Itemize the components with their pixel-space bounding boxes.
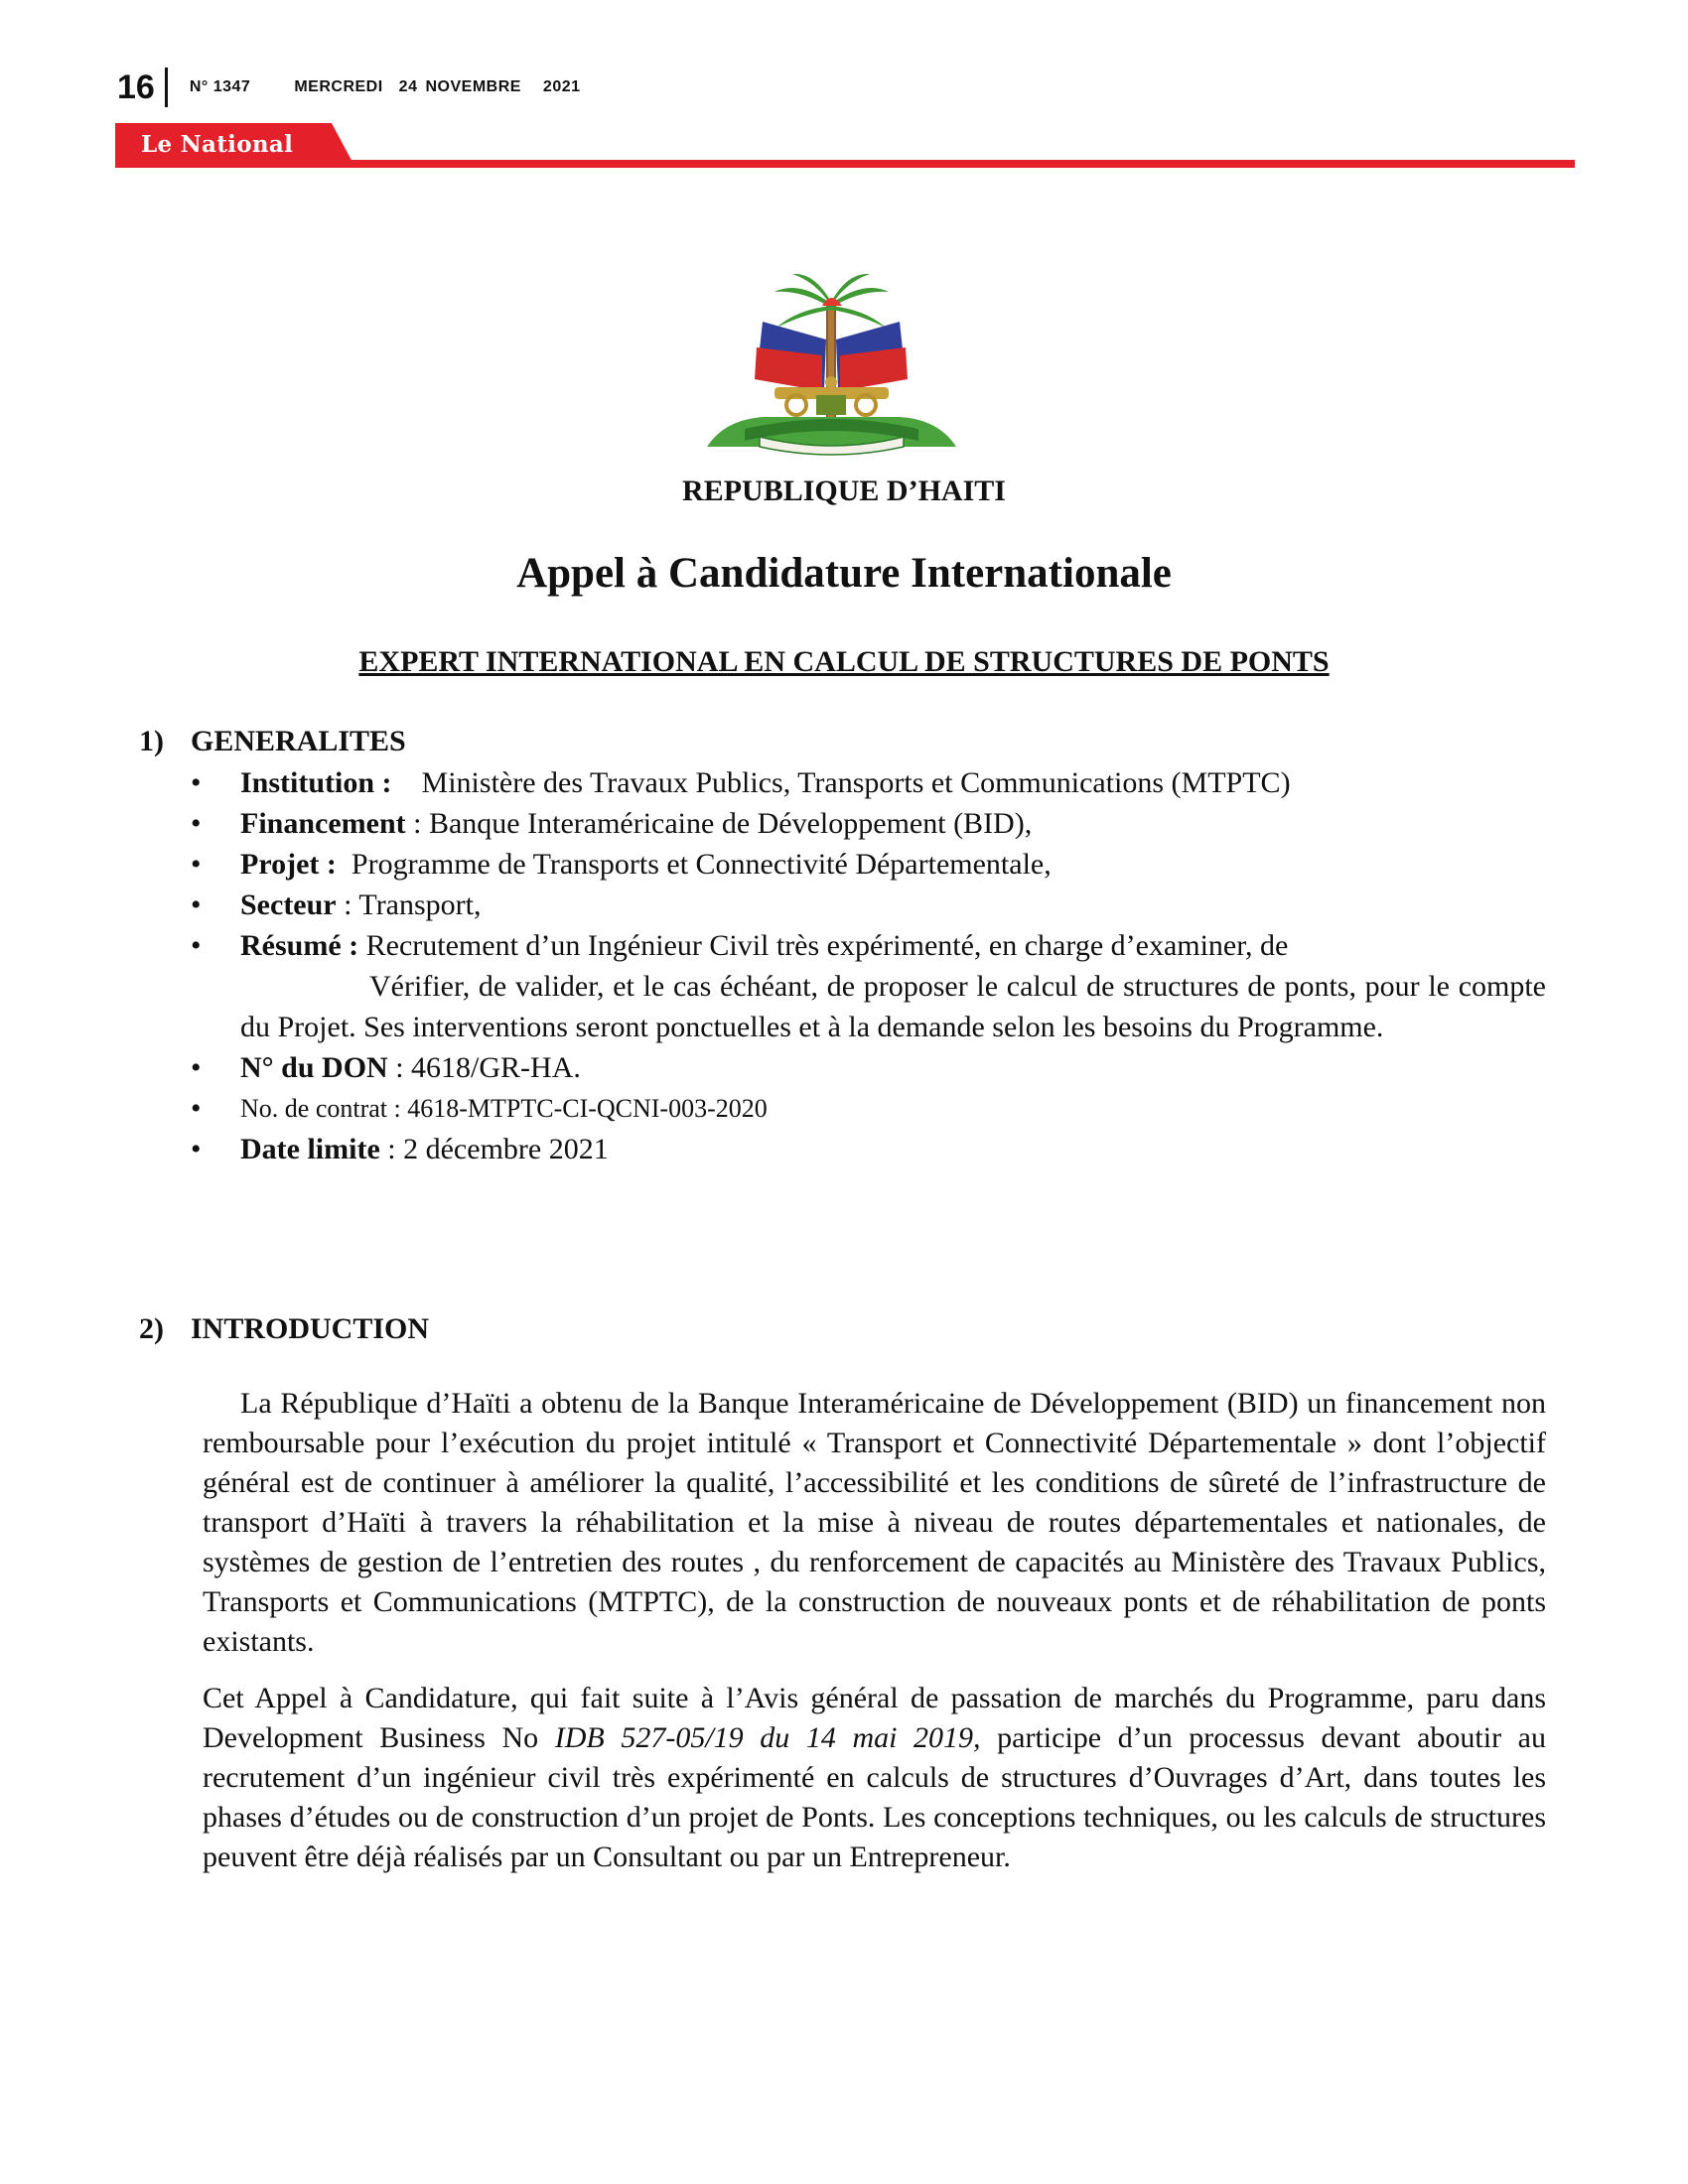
item-label: Résumé : — [240, 929, 359, 962]
list-item-date-limite — [191, 1129, 1546, 1169]
document-subtitle: EXPERT INTERNATIONAL EN CALCUL DE STRUCTURES DE PONTS — [358, 645, 1330, 678]
item-value: Ministère des Travaux Publics, Transports et Communications (MTPTC) — [421, 766, 1291, 799]
item-value: Programme de Transports et Connectivité Départementale, — [351, 848, 1052, 881]
section-banner-shape — [115, 123, 1575, 173]
issue-number: N° 1347 — [189, 78, 251, 95]
introduction-body — [203, 1384, 1546, 1894]
item-label: Projet : — [240, 848, 337, 881]
item-label: Institution : — [240, 766, 392, 799]
haiti-coat-of-arms-icon — [705, 270, 958, 459]
introduction-paragraph-2 — [203, 1679, 1546, 1877]
item-value: : Banque Interaméricaine de Développement (BID), — [405, 807, 1033, 840]
section-heading-generalites — [139, 725, 406, 758]
page-number-divider — [165, 68, 168, 107]
document-title: Appel à Candidature Internationale — [516, 550, 1172, 597]
section-title: INTRODUCTION — [191, 1312, 430, 1345]
page-number: 16 — [117, 68, 155, 106]
page-header — [117, 66, 581, 109]
issue-year: 2021 — [542, 78, 581, 95]
paragraph-2-end: participe d’un processus devant aboutir au recrutement d’un ingénieur civil très expérimenté en calculs de structures d’Ouvrages d’Art, dans toutes les phases d’études ou de construction d’un projet de Ponts. Les conceptions techniques, ou les calculs de structures peuvent être déjà réalisés par un Consultant ou par un Entrepreneur. — [203, 1721, 1546, 1873]
item-value: : 2 décembre 2021 — [379, 1133, 609, 1165]
publication-reference: IDB 527-05/19 du 14 mai 2019, — [554, 1721, 981, 1754]
issue-weekday: MERCREDI — [294, 78, 383, 95]
resume-continuation: Vérifier, de valider, et le cas échéant, de proposer le calcul de structures de ponts, pour le compte du Projet. Ses interventions seront ponctuelles et à la demande selon les besoins du Programme. — [240, 970, 1546, 1043]
item-value: : Transport, — [336, 888, 482, 921]
issue-month: NOVEMBRE — [425, 78, 521, 95]
section-heading-introduction — [139, 1312, 429, 1346]
item-label: Secteur — [240, 888, 337, 921]
item-value: No. de contrat : 4618-MTPTC-CI-QCNI-003-2020 — [240, 1094, 768, 1123]
country-heading: REPUBLIQUE D’HAITI — [682, 475, 1006, 507]
list-item-institution — [191, 762, 1546, 803]
issue-date-line — [190, 78, 581, 96]
paragraph-2-start: Cet Appel à Candidature, qui fait suite à l’Avis général de passation de marchés du Programme, paru dans Development Business No — [203, 1682, 1546, 1754]
list-item-secteur — [191, 885, 1546, 925]
introduction-paragraph-1: La République d’Haïti a obtenu de la Banque Interaméricaine de Développement (BID) un financement non remboursable pour l’exécution du projet intitulé « Transport et Connectivité Départementale » dont l’objectif général est de continuer à améliorer la qualité, l’accessibilité et les conditions de sûreté de l’infrastructure de transport d’Haïti à travers la réhabilitation et la mise à niveau de routes départementales et nationales, de systèmes de gestion de l’entretien des routes , du renforcement de capacités au Ministère des Travaux Publics, Transports et Communications (MTPTC), de la construction de nouveaux ponts et de réhabilitation de ponts existants. — [203, 1387, 1546, 1658]
generalites-list — [191, 762, 1546, 1169]
section-number: 2) — [139, 1312, 164, 1345]
list-item-contrat — [191, 1088, 1546, 1129]
section-tab-label: Le National — [141, 131, 294, 158]
item-label: N° du DON — [240, 1051, 388, 1084]
section-banner — [115, 123, 1575, 173]
section-number: 1) — [139, 725, 164, 757]
list-item-financement — [191, 803, 1546, 844]
section-title: GENERALITES — [191, 725, 406, 757]
list-item-resume — [191, 925, 1546, 1047]
list-item-projet — [191, 844, 1546, 885]
item-label: Date limite — [240, 1133, 380, 1165]
list-item-don — [191, 1047, 1546, 1088]
item-value: Recrutement d’un Ingénieur Civil très expérimenté, en charge d’examiner, de — [365, 929, 1289, 962]
issue-day: 24 — [398, 78, 418, 95]
item-value: : 4618/GR-HA. — [387, 1051, 581, 1084]
item-label: Financement — [240, 807, 406, 840]
